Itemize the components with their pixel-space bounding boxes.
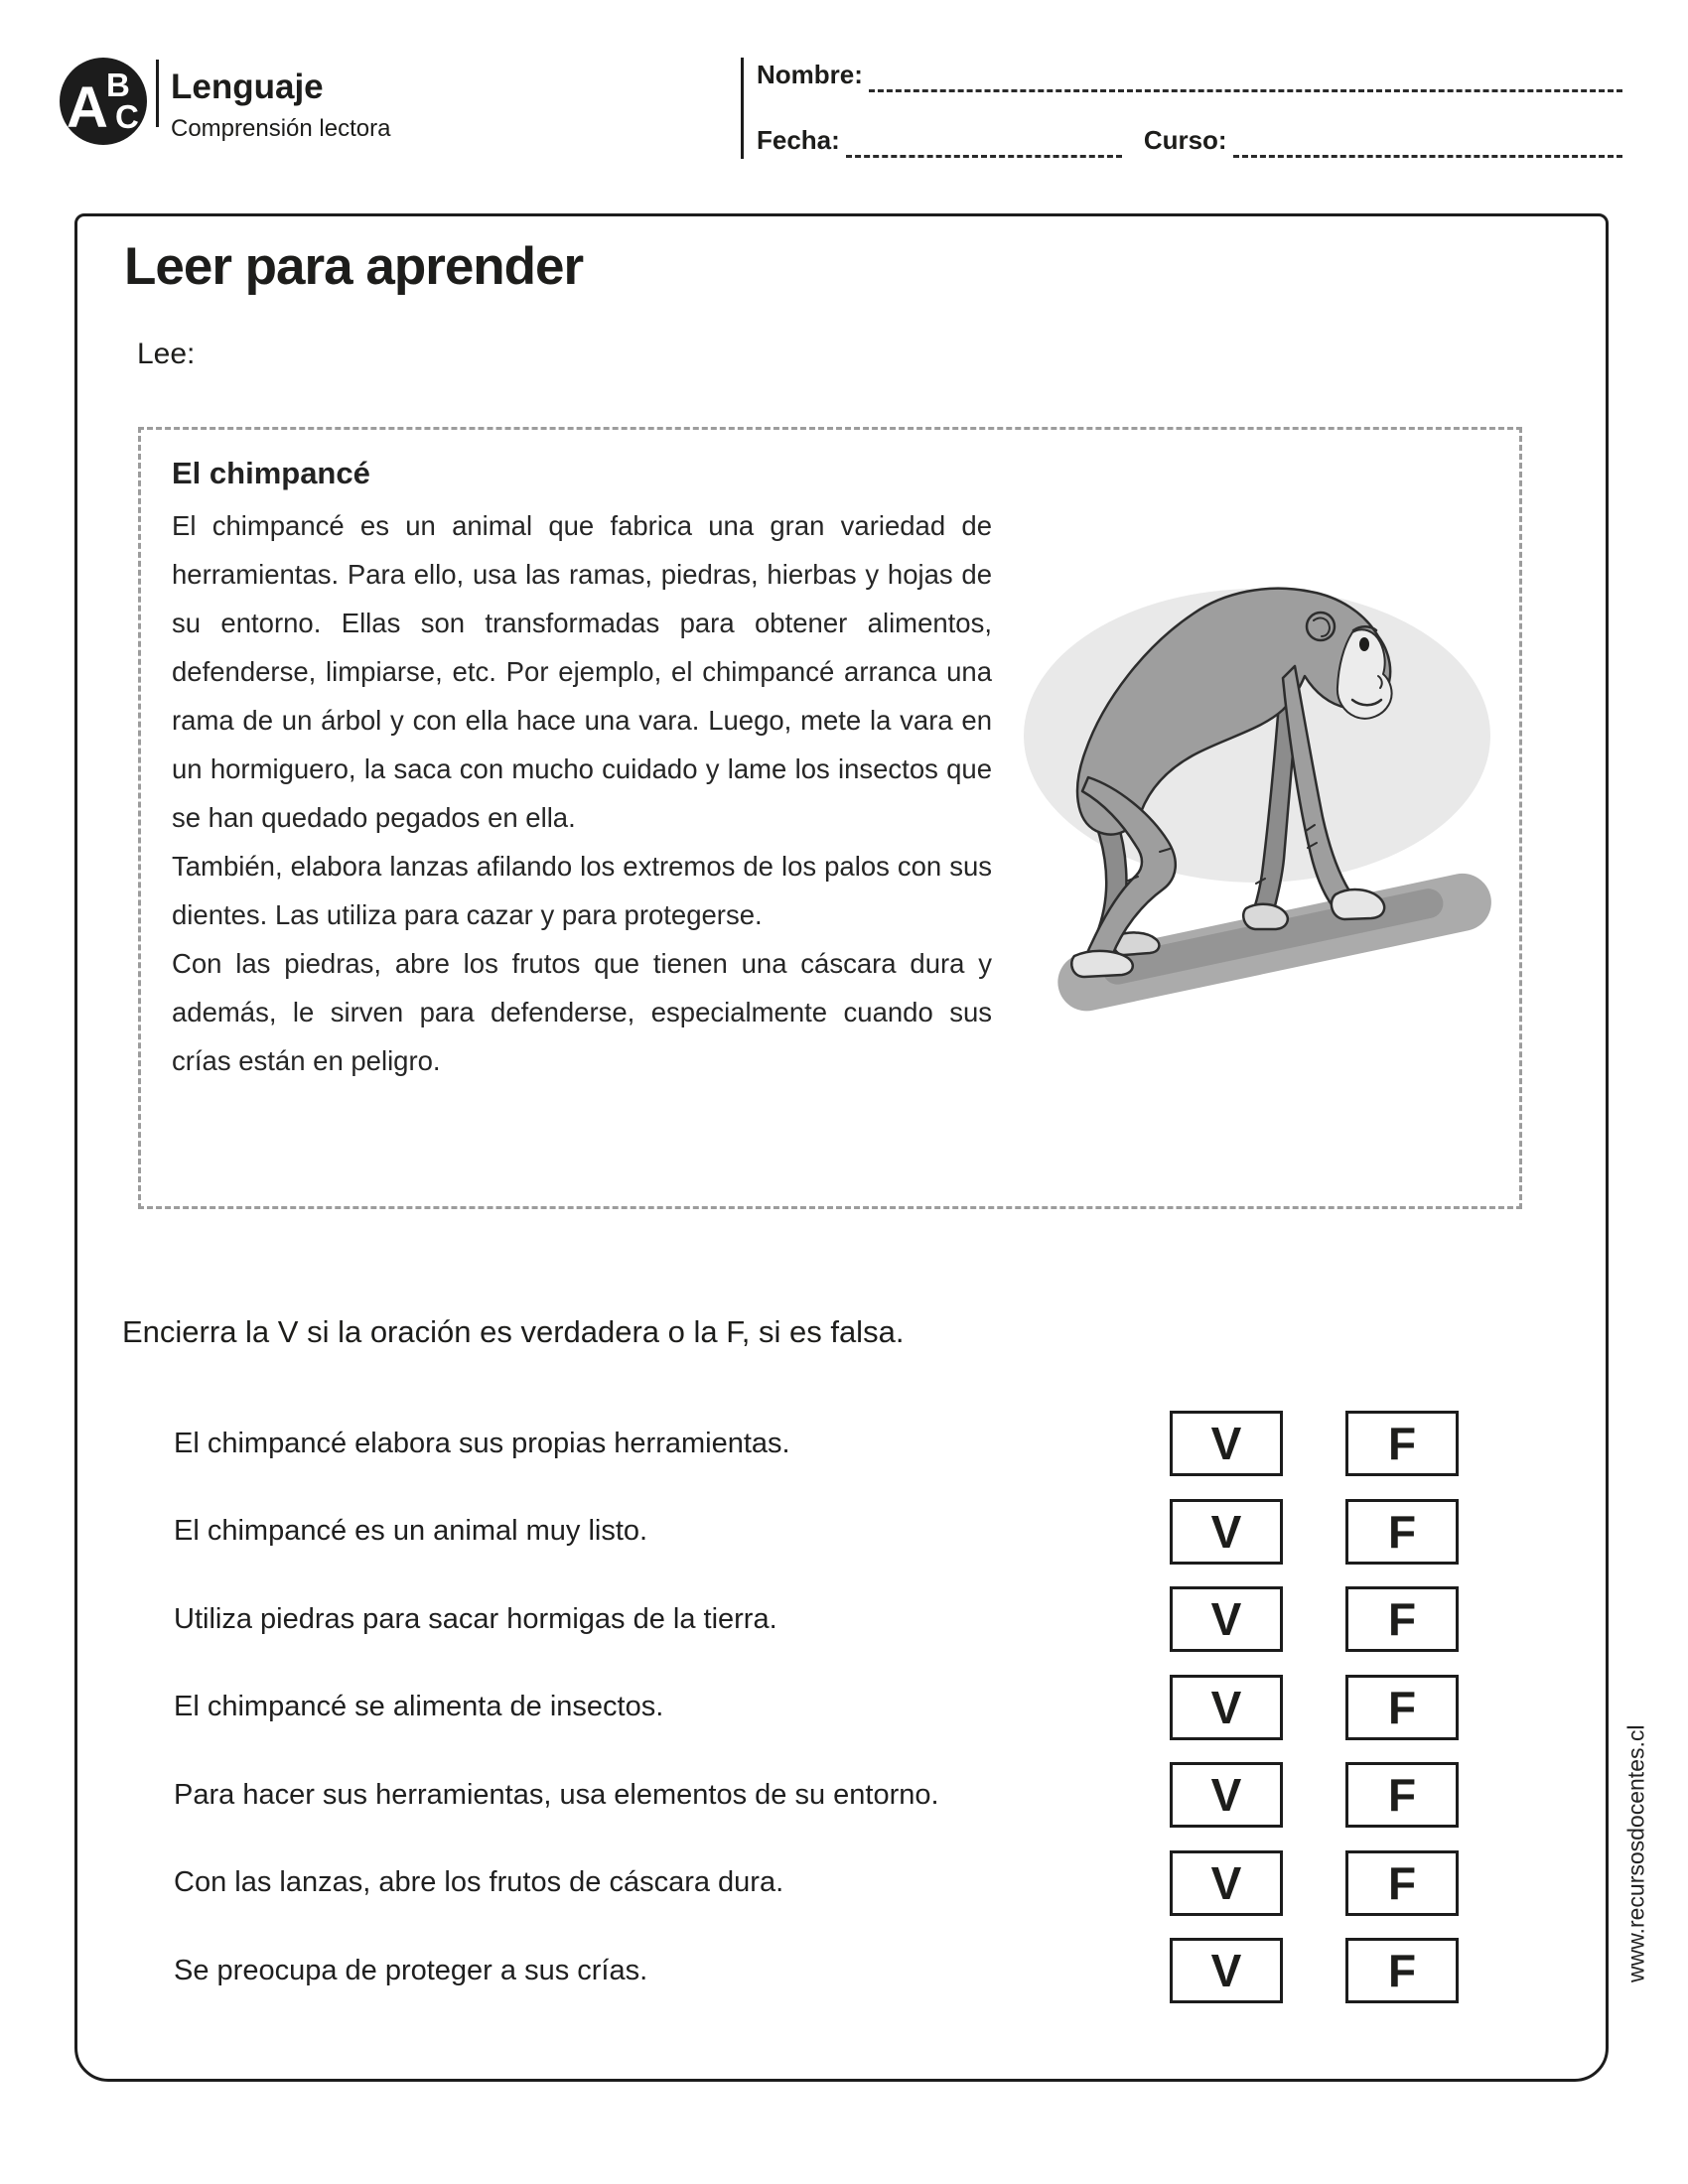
statement-text: Para hacer sus herramientas, usa elementos de su entorno. [174,1778,939,1811]
logo-letter-b: B [106,67,130,103]
f-option[interactable]: F [1345,1499,1459,1565]
website-credit: www.recursosdocentes.cl [1622,1724,1649,1982]
f-option[interactable]: F [1345,1850,1459,1916]
statement-text: El chimpancé elabora sus propias herramientas. [174,1427,790,1459]
statement-text: Con las lanzas, abre los frutos de cáscara dura. [174,1866,784,1899]
v-option[interactable]: V [1170,1675,1283,1740]
f-option[interactable]: F [1345,1586,1459,1652]
v-option[interactable]: V [1170,1586,1283,1652]
worksheet-frame [74,213,1609,2082]
statement-text: Utiliza piedras para sacar hormigas de la tierra. [174,1602,777,1635]
course-label: Curso: [1143,125,1227,155]
statement-text: El chimpancé es un animal muy listo. [174,1515,648,1548]
statement-text: Se preocupa de proteger a sus crías. [174,1954,648,1986]
brand-divider [156,60,159,127]
reading-passage-box [138,427,1522,1209]
f-option[interactable]: F [1345,1411,1459,1476]
page-title: Leer para aprender [124,237,584,296]
date-label: Fecha: [757,125,840,155]
student-fields-divider [741,58,744,159]
chimpanzee-illustration [1021,581,1507,1023]
date-input-line[interactable] [846,128,1122,158]
f-option[interactable]: F [1345,1762,1459,1828]
passage-paragraph: Con las piedras, abre los frutos que tienen una cáscara dura y además, le sirven para defenderse, especialmente cuando sus crías están en peligro. [172,948,992,1076]
quiz-row [174,1751,1494,1840]
passage-paragraph: También, elabora lanzas afilando los extremos de los palos con sus dientes. Las utiliza para cazar y para protegerse. [172,851,992,930]
subject-title: Lenguaje [171,68,324,106]
v-option[interactable]: V [1170,1850,1283,1916]
name-input-line[interactable] [869,63,1622,92]
quiz-row [174,1840,1494,1928]
f-option[interactable]: F [1345,1938,1459,2003]
quiz-row [174,1664,1494,1752]
date-course-field-row [757,125,1622,158]
logo-letter-a: A [67,75,108,140]
v-option[interactable]: V [1170,1762,1283,1828]
v-option[interactable]: V [1170,1499,1283,1565]
quiz-row [174,1488,1494,1576]
logo-letter-c: C [115,98,139,135]
statement-text: El chimpancé se alimenta de insectos. [174,1691,664,1723]
true-false-quiz [174,1400,1494,2015]
read-prompt: Lee: [137,338,196,370]
name-label: Nombre: [757,60,863,89]
abc-logo-icon [60,58,147,145]
course-input-line[interactable] [1233,128,1622,158]
v-option[interactable]: V [1170,1411,1283,1476]
v-option[interactable]: V [1170,1938,1283,2003]
quiz-row [174,1400,1494,1488]
quiz-instruction: Encierra la V si la oración es verdadera o la F, si es falsa. [122,1314,905,1349]
name-field-row [757,60,1622,92]
passage-heading: El chimpancé [172,456,370,490]
passage-text [172,501,992,1085]
passage-paragraph: El chimpancé es un animal que fabrica una gran variedad de herramientas. Para ello, usa las ramas, piedras, hierbas y hojas de su entorno. Ellas son transformadas para obtener alimentos, defenderse, limpiarse, etc. Por ejemplo, el chimpancé arranca una rama de un árbol y con ella hace una vara. Luego, mete la vara en un hormiguero, la saca con mucho cuidado y lame los insectos que se han quedado pegados en ella. [172,510,992,833]
quiz-row [174,1927,1494,2015]
subject-subtitle: Comprensión lectora [171,115,391,142]
f-option[interactable]: F [1345,1675,1459,1740]
quiz-row [174,1575,1494,1664]
